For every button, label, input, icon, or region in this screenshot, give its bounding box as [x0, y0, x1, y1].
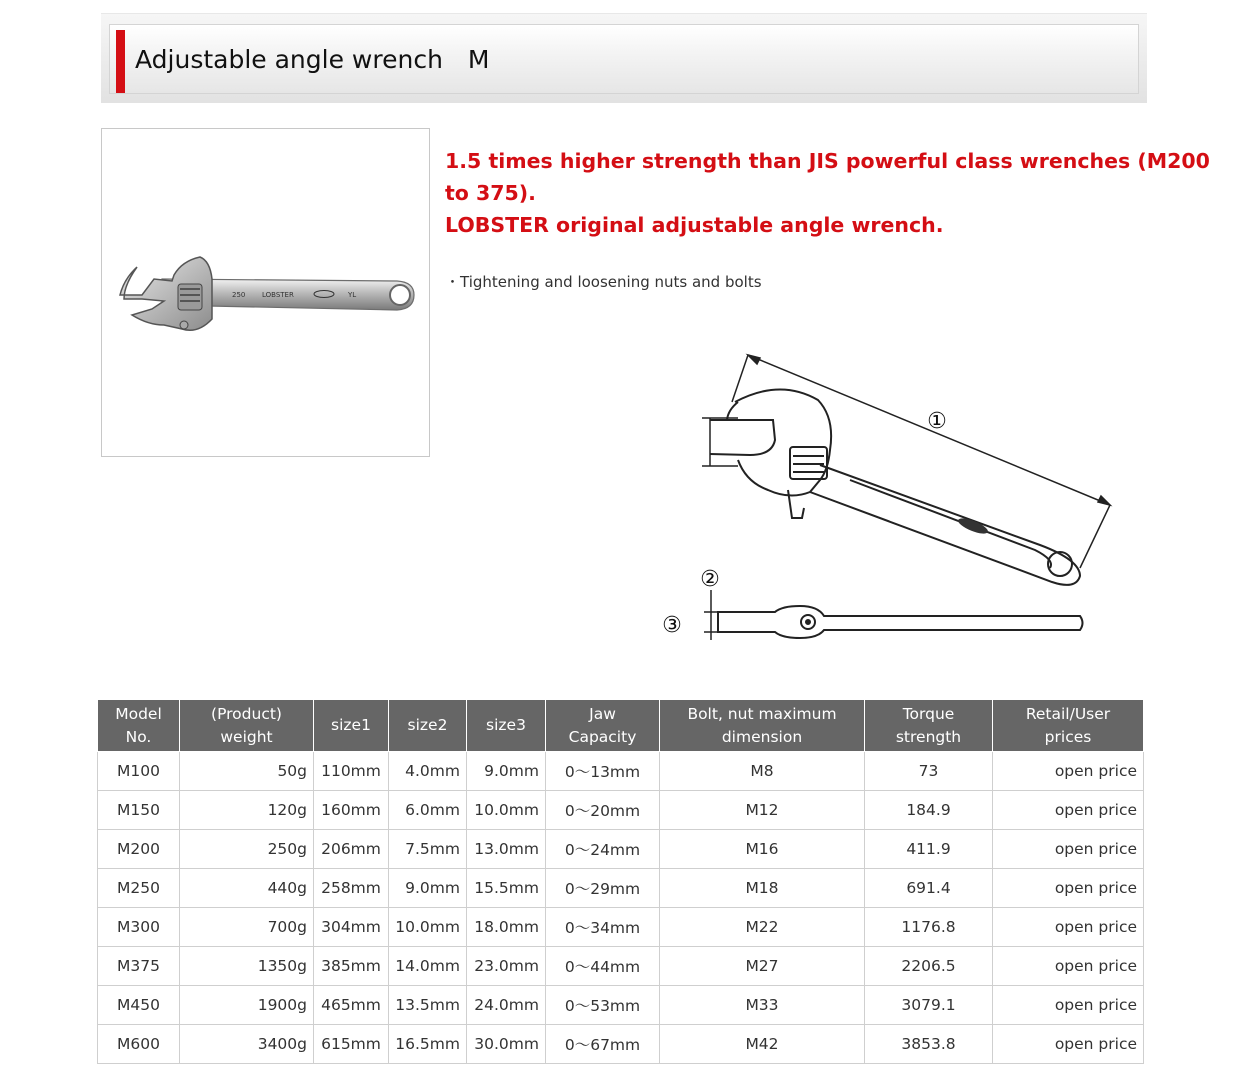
cell-model: M200: [98, 830, 180, 869]
cell-size2: 16.5mm: [389, 1025, 467, 1064]
cell-bolt-nut: M33: [660, 986, 865, 1025]
dimension-line-2-3: [704, 590, 724, 640]
cell-price: open price: [993, 1025, 1144, 1064]
cell-weight: 250g: [180, 830, 314, 869]
cell-price: open price: [993, 830, 1144, 869]
table-row: [98, 908, 1144, 947]
cell-model: M250: [98, 869, 180, 908]
cell-weight: 440g: [180, 869, 314, 908]
dimension-diagram: [640, 340, 1130, 650]
dimension-label-3: ③: [662, 613, 682, 638]
table-row: [98, 752, 1144, 791]
spec-table: [97, 699, 1144, 1064]
cell-size1: 615mm: [314, 1025, 389, 1064]
cell-jaw-capacity: 0～53mm: [546, 986, 660, 1025]
dimension-line-1: [732, 355, 1110, 568]
cell-model: M375: [98, 947, 180, 986]
table-row: [98, 869, 1144, 908]
header-size1: size1: [314, 700, 389, 752]
cell-price: open price: [993, 869, 1144, 908]
cell-jaw-capacity: 0～44mm: [546, 947, 660, 986]
dimension-label-2: ②: [700, 567, 720, 592]
table-row: [98, 791, 1144, 830]
cell-bolt-nut: M12: [660, 791, 865, 830]
svg-text:LOBSTER: LOBSTER: [262, 291, 294, 299]
cell-weight: 3400g: [180, 1025, 314, 1064]
cell-size3: 10.0mm: [467, 791, 546, 830]
cell-torque: 411.9: [865, 830, 993, 869]
header-jaw-capacity: Jaw Capacity: [546, 700, 660, 752]
header-size2: size2: [389, 700, 467, 752]
cell-size2: 7.5mm: [389, 830, 467, 869]
headline-line-1: 1.5 times higher strength than JIS powerful class wrenches (M200: [445, 149, 1210, 173]
cell-torque: 1176.8: [865, 908, 993, 947]
dimension-line-jaw: [702, 418, 738, 466]
cell-size3: 30.0mm: [467, 1025, 546, 1064]
cell-size3: 9.0mm: [467, 752, 546, 791]
cell-model: M300: [98, 908, 180, 947]
logo-icon: [956, 515, 989, 536]
cell-weight: 120g: [180, 791, 314, 830]
usage-text: ・Tightening and loosening nuts and bolts: [445, 273, 762, 291]
cell-price: open price: [993, 908, 1144, 947]
cell-size2: 13.5mm: [389, 986, 467, 1025]
cell-size1: 160mm: [314, 791, 389, 830]
cell-bolt-nut: M16: [660, 830, 865, 869]
cell-size2: 14.0mm: [389, 947, 467, 986]
cell-model: M600: [98, 1025, 180, 1064]
wrench-outline-icon: [710, 389, 1080, 584]
cell-weight: 50g: [180, 752, 314, 791]
cell-jaw-capacity: 0～13mm: [546, 752, 660, 791]
headline-line-2: to 375).: [445, 181, 536, 205]
cell-size3: 24.0mm: [467, 986, 546, 1025]
title-bar: [101, 13, 1147, 103]
cell-jaw-capacity: 0～20mm: [546, 791, 660, 830]
table-header-row: [98, 700, 1144, 752]
cell-size2: 4.0mm: [389, 752, 467, 791]
cell-jaw-capacity: 0～67mm: [546, 1025, 660, 1064]
headline: [445, 145, 1210, 241]
dimension-label-1: ①: [927, 409, 947, 434]
header-bolt-nut: Bolt, nut maximum dimension: [660, 700, 865, 752]
table-row: [98, 947, 1144, 986]
cell-bolt-nut: M42: [660, 1025, 865, 1064]
cell-weight: 1900g: [180, 986, 314, 1025]
wrench-side-view-icon: [718, 606, 1083, 638]
table-row: [98, 830, 1144, 869]
headline-line-3: LOBSTER original adjustable angle wrench.: [445, 213, 944, 237]
cell-model: M450: [98, 986, 180, 1025]
cell-bolt-nut: M22: [660, 908, 865, 947]
cell-torque: 73: [865, 752, 993, 791]
product-image: [101, 128, 430, 457]
cell-price: open price: [993, 791, 1144, 830]
cell-torque: 184.9: [865, 791, 993, 830]
header-price: Retail/User prices: [993, 700, 1144, 752]
cell-size3: 15.5mm: [467, 869, 546, 908]
cell-size1: 258mm: [314, 869, 389, 908]
cell-weight: 1350g: [180, 947, 314, 986]
cell-jaw-capacity: 0～29mm: [546, 869, 660, 908]
cell-model: M150: [98, 791, 180, 830]
cell-torque: 3079.1: [865, 986, 993, 1025]
cell-torque: 691.4: [865, 869, 993, 908]
svg-text:250: 250: [232, 291, 246, 299]
cell-price: open price: [993, 752, 1144, 791]
cell-price: open price: [993, 986, 1144, 1025]
cell-torque: 2206.5: [865, 947, 993, 986]
svg-text:YL: YL: [348, 291, 357, 299]
cell-size3: 23.0mm: [467, 947, 546, 986]
cell-size2: 10.0mm: [389, 908, 467, 947]
cell-size1: 206mm: [314, 830, 389, 869]
page-title: Adjustable angle wrench M: [135, 45, 490, 74]
header-weight: (Product) weight: [180, 700, 314, 752]
cell-bolt-nut: M27: [660, 947, 865, 986]
cell-size1: 304mm: [314, 908, 389, 947]
cell-jaw-capacity: 0～34mm: [546, 908, 660, 947]
table-row: [98, 986, 1144, 1025]
header-model: Model No.: [98, 700, 180, 752]
cell-size3: 18.0mm: [467, 908, 546, 947]
cell-size2: 6.0mm: [389, 791, 467, 830]
cell-size1: 110mm: [314, 752, 389, 791]
cell-jaw-capacity: 0～24mm: [546, 830, 660, 869]
cell-torque: 3853.8: [865, 1025, 993, 1064]
cell-model: M100: [98, 752, 180, 791]
cell-size2: 9.0mm: [389, 869, 467, 908]
header-torque: Torque strength: [865, 700, 993, 752]
cell-bolt-nut: M18: [660, 869, 865, 908]
cell-size1: 465mm: [314, 986, 389, 1025]
header-size3: size3: [467, 700, 546, 752]
title-panel: [109, 24, 1139, 94]
wrench-photo-icon: [102, 129, 429, 456]
cell-weight: 700g: [180, 908, 314, 947]
cell-price: open price: [993, 947, 1144, 986]
table-row: [98, 1025, 1144, 1064]
cell-bolt-nut: M8: [660, 752, 865, 791]
cell-size3: 13.0mm: [467, 830, 546, 869]
title-accent-bar: [116, 30, 125, 93]
cell-size1: 385mm: [314, 947, 389, 986]
